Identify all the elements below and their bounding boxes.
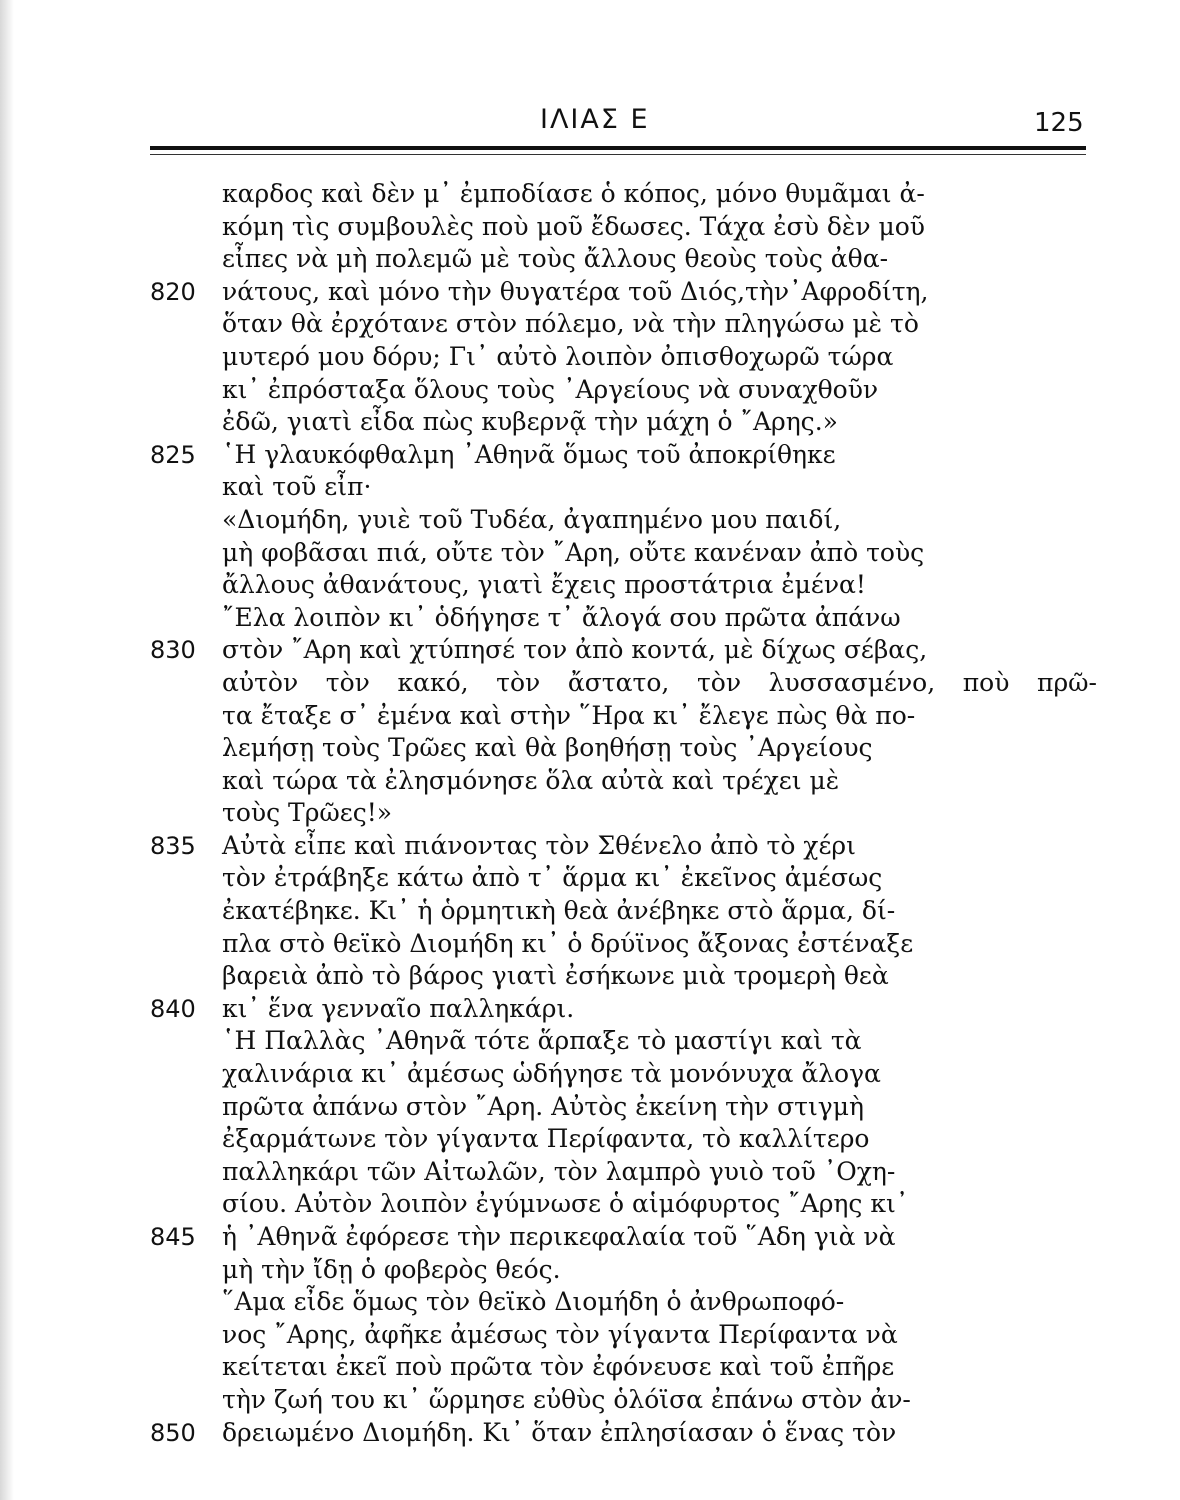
text-line xyxy=(150,471,1100,504)
line-text: «Διομήδη, γυιὲ τοῦ Τυδέα, ἀγαπημένο μου παιδί, xyxy=(222,504,842,534)
verse-number: 840 xyxy=(150,994,196,1023)
text-line xyxy=(150,700,1100,733)
text-line xyxy=(150,341,1100,374)
header-rule xyxy=(150,146,1086,150)
running-head xyxy=(0,104,1180,144)
line-text: πρῶτα ἀπάνω στὸν ῎Αρη. Αὐτὸς ἐκείνη τὴν στιγμὴ xyxy=(222,1091,864,1121)
text-line xyxy=(150,178,1100,211)
text-line xyxy=(150,308,1100,341)
text-line xyxy=(150,1254,1100,1287)
text-line xyxy=(150,1286,1100,1319)
line-text: παλληκάρι τῶν Αἰτωλῶν, τὸν λαμπρὸ γυιὸ τοῦ ᾿Οχη- xyxy=(222,1156,896,1186)
text-line xyxy=(150,1188,1100,1221)
line-text: ἐκατέβηκε. Κι᾿ ἡ ὁρμητικὴ θεὰ ἀνέβηκε στὸ ἅρμα, δί- xyxy=(222,896,896,926)
verse-number: 825 xyxy=(150,440,196,469)
line-text: καρδος καὶ δὲν μ᾿ ἐμποδίασε ὁ κόπος, μόνο θυμᾶμαι ἀ- xyxy=(222,179,925,208)
line-text: ῾Η Παλλὰς ᾿Αθηνᾶ τότε ἅρπαξε τὸ μαστίγι καὶ τὰ xyxy=(222,1026,862,1056)
text-line xyxy=(150,862,1100,895)
line-text: νάτους, καὶ μόνο τὴν θυγατέρα τοῦ Διός,τὴν᾿Αφροδίτη, xyxy=(222,276,929,306)
line-text: ῎Ελα λοιπὸν κι᾿ ὁδήγησε τ᾿ ἄλογά σου πρῶτα ἀπάνω xyxy=(222,602,901,632)
line-text: μὴ τὴν ἴδῃ ὁ φοβερὸς θεός. xyxy=(222,1254,561,1284)
text-line xyxy=(150,928,1100,961)
text-line xyxy=(150,504,1100,537)
text-line xyxy=(150,276,1100,309)
line-text: ἐδῶ, γιατὶ εἶδα πὼς κυβερνᾷ τὴν μάχη ὁ ῎Αρης.» xyxy=(222,407,838,437)
text-line xyxy=(150,895,1100,928)
text-line xyxy=(150,569,1100,602)
line-text: στὸν ῎Αρη καὶ χτύπησέ τον ἀπὸ κοντά, μὲ δίχως σέβας, xyxy=(222,635,928,665)
text-block xyxy=(150,178,1100,1449)
line-text: εἶπες νὰ μὴ πολεμῶ μὲ τοὺς ἄλλους θεοὺς τοὺς ἀθα- xyxy=(222,244,889,274)
verse-number: 820 xyxy=(150,277,196,306)
line-text: ἐξαρμάτωνε τὸν γίγαντα Περίφαντα, τὸ καλλίτερο xyxy=(222,1124,870,1154)
text-line xyxy=(150,1319,1100,1352)
text-line xyxy=(150,960,1100,993)
line-text: λεμήσῃ τοὺς Τρῶες καὶ θὰ βοηθήσῃ τοὺς ᾿Αργείους xyxy=(222,733,873,763)
text-line xyxy=(150,797,1100,830)
line-text: τὸν ἐτράβηξε κάτω ἀπὸ τ᾿ ἅρμα κι᾿ ἐκεῖνος ἀμέσως xyxy=(222,863,883,893)
header-rule-thin xyxy=(150,154,1086,155)
verse-number: 830 xyxy=(150,636,196,665)
running-title: ΙΛΙΑΣ Ε xyxy=(540,104,650,135)
text-line xyxy=(150,406,1100,439)
text-line xyxy=(150,374,1100,407)
text-line xyxy=(150,830,1100,863)
line-text: ὅταν θὰ ἐρχότανε στὸν πόλεμο, νὰ τὴν πληγώσω μὲ τὸ xyxy=(222,309,919,339)
line-text: Αὐτὰ εἶπε καὶ πιάνοντας τὸν Σθένελο ἀπὸ τὸ χέρι xyxy=(222,830,856,860)
line-text: ἄλλους ἀθανάτους, γιατὶ ἔχεις προστάτρια ἐμένα! xyxy=(222,570,866,600)
line-text: μυτερό μου δόρυ; Γι᾿ αὐτὸ λοιπὸν ὀπισθοχωρῶ τώρα xyxy=(222,341,894,371)
text-line xyxy=(150,1058,1100,1091)
text-line xyxy=(150,537,1100,570)
line-text: τα ἔταξε σ᾿ ἐμένα καὶ στὴν ῞Ηρα κι᾿ ἔλεγε πὼς θὰ πο- xyxy=(222,700,916,730)
line-text: καὶ τοῦ εἶπ· xyxy=(222,472,372,502)
line-text: σίου. Αὐτὸν λοιπὸν ἐγύμνωσε ὁ αἱμόφυρτος ῎Αρης κι᾿ xyxy=(222,1189,909,1219)
text-line xyxy=(150,1351,1100,1384)
text-line xyxy=(150,243,1100,276)
text-line xyxy=(150,765,1100,798)
line-text: ἡ ᾿Αθηνᾶ ἐφόρεσε τὴν περικεφαλαία τοῦ ῞Αδη γιὰ νὰ xyxy=(222,1222,896,1251)
text-line xyxy=(150,1417,1100,1450)
line-text: νος ῎Αρης, ἀφῆκε ἀμέσως τὸν γίγαντα Περίφαντα νὰ xyxy=(222,1319,898,1349)
verse-number: 850 xyxy=(150,1418,196,1447)
line-text: βαρειὰ ἀπὸ τὸ βάρος γιατὶ ἐσήκωνε μιὰ τρομερὴ θεὰ xyxy=(222,961,889,991)
page-edge xyxy=(0,0,14,1500)
line-text: δρειωμένο Διομήδη. Κι᾿ ὅταν ἐπλησίασαν ὁ ἕνας τὸν xyxy=(222,1417,897,1447)
text-line xyxy=(150,211,1100,244)
text-line xyxy=(150,1156,1100,1189)
text-line xyxy=(150,439,1100,472)
line-text: πλα στὸ θεϊκὸ Διομήδη κι᾿ ὁ δρύϊνος ἄξονας ἐστέναξε xyxy=(222,928,914,958)
page-number: 125 xyxy=(1034,108,1084,138)
text-line xyxy=(150,1123,1100,1156)
line-text: τὴν ζωή του κι᾿ ὥρμησε εὐθὺς ὁλόϊσα ἐπάνω στὸν ἀν- xyxy=(222,1384,911,1414)
line-text: χαλινάρια κι᾿ ἀμέσως ὡδήγησε τὰ μονόνυχα ἄλογα xyxy=(222,1059,881,1089)
text-line xyxy=(150,732,1100,765)
text-line xyxy=(150,634,1100,667)
line-text: ῾Η γλαυκόφθαλμη ᾿Αθηνᾶ ὅμως τοῦ ἀποκρίθηκε xyxy=(222,439,836,469)
line-text: κείτεται ἐκεῖ ποὺ πρῶτα τὸν ἐφόνευσε καὶ τοῦ ἐπῆρε xyxy=(222,1352,895,1382)
line-text: ῞Αμα εἶδε ὅμως τὸν θεϊκὸ Διομήδη ὁ ἀνθρωποφό- xyxy=(222,1287,845,1317)
text-line xyxy=(150,993,1100,1026)
text-line xyxy=(150,602,1100,635)
line-text: μὴ φοβᾶσαι πιά, οὔτε τὸν ῎Αρη, οὔτε κανέναν ἀπὸ τοὺς xyxy=(222,537,925,567)
verse-number: 835 xyxy=(150,831,196,860)
verse-number: 845 xyxy=(150,1223,196,1251)
text-line xyxy=(150,1025,1100,1058)
line-text: κι᾿ ἕνα γενναῖο παλληκάρι. xyxy=(222,993,575,1023)
text-line xyxy=(150,667,1100,700)
line-text: τοὺς Τρῶες!» xyxy=(222,798,393,828)
text-line xyxy=(150,1221,1100,1254)
line-text: αὐτὸν τὸν κακό, τὸν ἄστατο, τὸν λυσσασμένο, ποὺ πρῶ- xyxy=(222,667,1097,697)
text-line xyxy=(150,1091,1100,1124)
line-text: καὶ τώρα τὰ ἐλησμόνησε ὅλα αὐτὰ καὶ τρέχει μὲ xyxy=(222,765,840,795)
text-line xyxy=(150,1384,1100,1417)
line-text: κόμη τὶς συμβουλὲς ποὺ μοῦ ἔδωσες. Τάχα ἐσὺ δὲν μοῦ xyxy=(222,211,925,241)
line-text: κι᾿ ἐπρόσταξα ὅλους τοὺς ᾿Αργείους νὰ συναχθοῦν xyxy=(222,374,879,404)
